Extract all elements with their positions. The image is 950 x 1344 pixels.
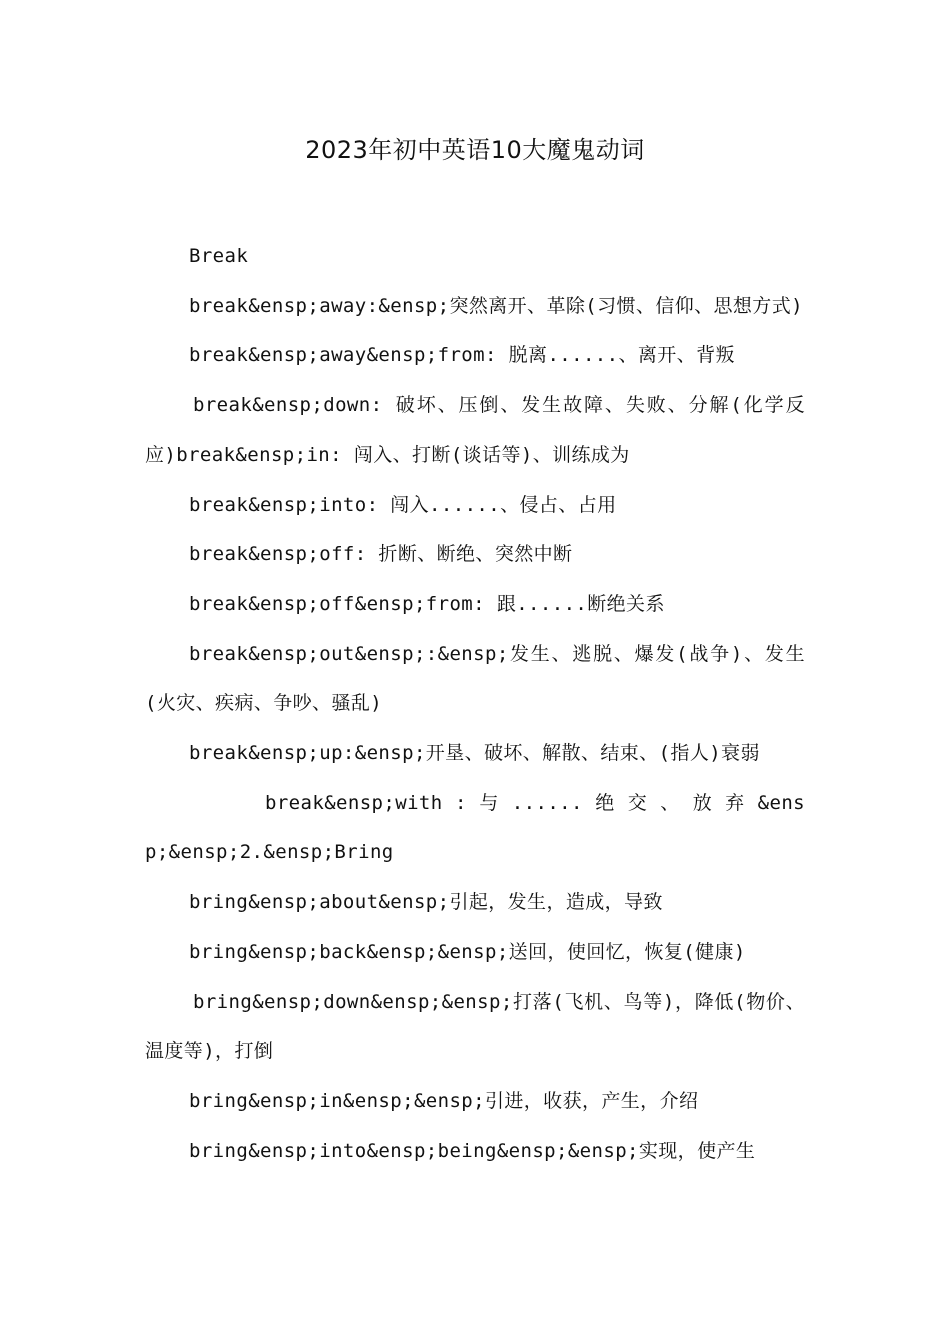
paragraph-break-down: break&ensp;down: 破坏、压倒、发生故障、失败、分解(化学反应)break&ensp;in: 闯入、打断(谈话等)、训练成为	[145, 394, 805, 466]
paragraph-break-away-from: break&ensp;away&ensp;from: 脱离......、离开、背叛	[189, 344, 735, 367]
document-body	[145, 232, 805, 1176]
paragraph-break-into: break&ensp;into: 闯入......、侵占、占用	[189, 493, 617, 516]
paragraph-bring-about: bring&ensp;about&ensp;引起，发生，造成，导致	[189, 891, 663, 914]
paragraph-bring-back: bring&ensp;back&ensp;&ensp;送回，使回忆，恢复(健康)	[189, 940, 746, 963]
paragraph-break-away: break&ensp;away:&ensp;突然离开、革除(习惯、信仰、思想方式)	[189, 294, 803, 317]
paragraph-break-off-from: break&ensp;off&ensp;from: 跟......断绝关系	[189, 592, 665, 615]
paragraph-break-off: break&ensp;off: 折断、断绝、突然中断	[189, 543, 573, 566]
paragraph-bring-into-being: bring&ensp;into&ensp;being&ensp;&ensp;实现，使产生	[189, 1139, 756, 1162]
paragraph-break-with: break&ensp;with : 与 ...... 绝 交 、 放 弃 &ensp;&ensp;2.&ensp;Bring	[145, 791, 805, 864]
paragraph-break-out: break&ensp;out&ensp;:&ensp;发生、逃脱、爆发(战争)、发生(火灾、疾病、争吵、骚乱)	[145, 642, 805, 715]
paragraph-bring-in: bring&ensp;in&ensp;&ensp;引进，收获，产生，介绍	[189, 1089, 699, 1112]
paragraph-bring-down: bring&ensp;down&ensp;&ensp;打落(飞机、鸟等)，降低(物价、温度等)，打倒	[145, 990, 805, 1063]
document-title: 2023年初中英语10大魔鬼动词	[305, 136, 645, 164]
paragraph-break-up: break&ensp;up:&ensp;开垦、破坏、解散、结束、(指人)衰弱	[189, 742, 760, 765]
paragraph-break-heading: Break	[189, 245, 249, 267]
